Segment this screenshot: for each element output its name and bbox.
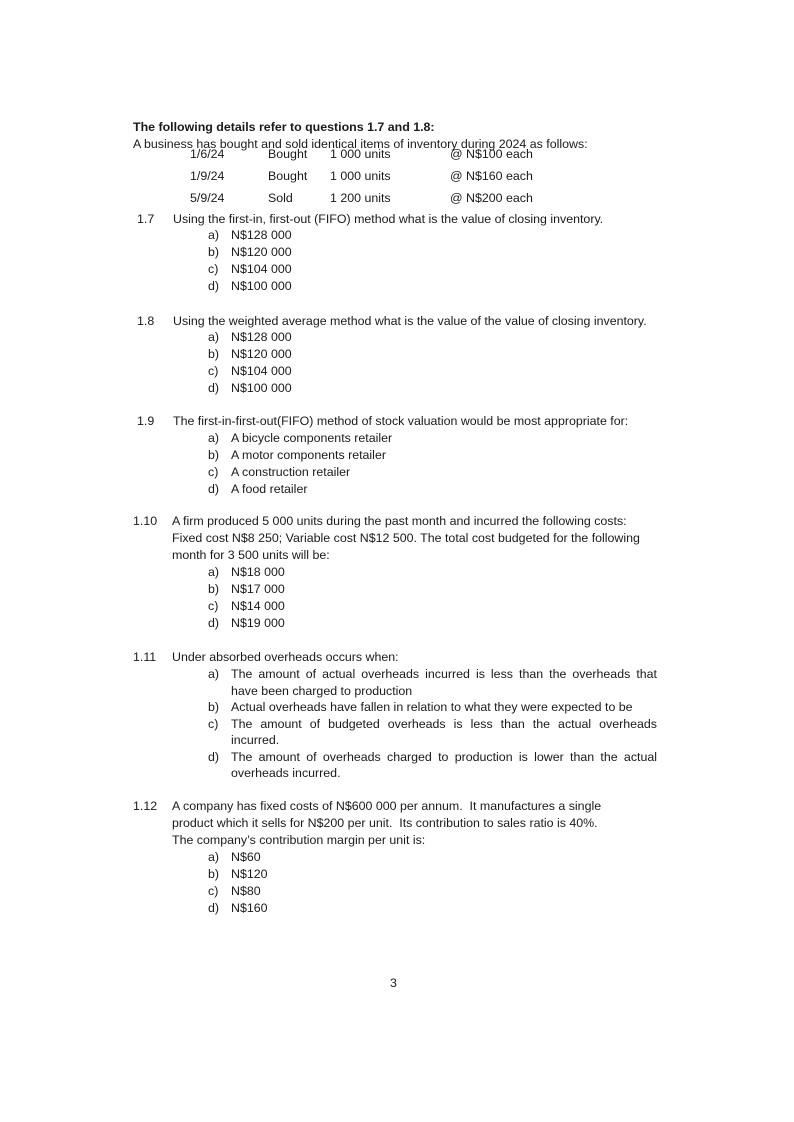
question-text: The first-in-first-out(FIFO) method of stock valuation would be most appropriate for: [173, 414, 629, 428]
action: Sold [268, 191, 293, 205]
question-line: A firm produced 5 000 units during the past month and incurred the following costs: [172, 514, 627, 528]
question-number: 1.9 [137, 414, 155, 428]
date: 5/9/24 [190, 191, 225, 205]
options [208, 666, 657, 782]
page-number: 3 [390, 976, 397, 990]
price: @ N$100 each [450, 147, 533, 161]
question-number: 1.7 [137, 212, 155, 226]
question-number: 1.11 [133, 650, 157, 664]
question-number: 1.8 [137, 314, 155, 328]
option-c[interactable]: c) The amount of budgeted overheads is less than the actual overheads incurred. [208, 716, 657, 747]
question-line: The company’s contribution margin per unit is: [172, 833, 426, 847]
quantity: 1 200 units [330, 191, 391, 205]
question-line: product which it sells for N$200 per unit. Its contribution to sales ratio is 40%. [172, 816, 598, 830]
intro-text: A business has bought and sold identical items of inventory during 2024 as follows: [133, 137, 588, 151]
option-d[interactable]: d) The amount of overheads charged to production is lower than the actual overheads incurred. [208, 749, 657, 780]
question-line: Fixed cost N$8 250; Variable cost N$12 500. The total cost budgeted for the following [172, 531, 640, 545]
date: 1/9/24 [190, 169, 225, 183]
action: Bought [268, 169, 308, 183]
price: @ N$160 each [450, 169, 533, 183]
question-number: 1.12 [133, 799, 158, 813]
question-number: 1.10 [133, 514, 158, 528]
date: 1/6/24 [190, 147, 225, 161]
option-b[interactable]: b) Actual overheads have fallen in relation to what they were expected to be [208, 700, 633, 714]
question-text [172, 798, 601, 849]
quantity: 1 000 units [330, 169, 391, 183]
question-text: Under absorbed overheads occurs when: [172, 650, 399, 664]
question-line: month for 3 500 units will be: [172, 548, 330, 562]
question-text: Using the first-in, first-out (FIFO) method what is the value of closing inventory. [173, 212, 604, 226]
question-line: A company has fixed costs of N$600 000 per annum. It manufactures a single [172, 799, 602, 813]
action: Bought [268, 147, 308, 161]
question-text: Using the weighted average method what is the value of the value of closing inventory. [173, 314, 647, 328]
quantity: 1 000 units [330, 147, 391, 161]
question-text [172, 513, 640, 564]
intro-heading: The following details refer to questions 1.7 and 1.8: [133, 120, 435, 134]
price: @ N$200 each [450, 191, 533, 205]
option-a[interactable]: a) The amount of actual overheads incurred is less than the overheads that have been charged to production [208, 667, 657, 698]
